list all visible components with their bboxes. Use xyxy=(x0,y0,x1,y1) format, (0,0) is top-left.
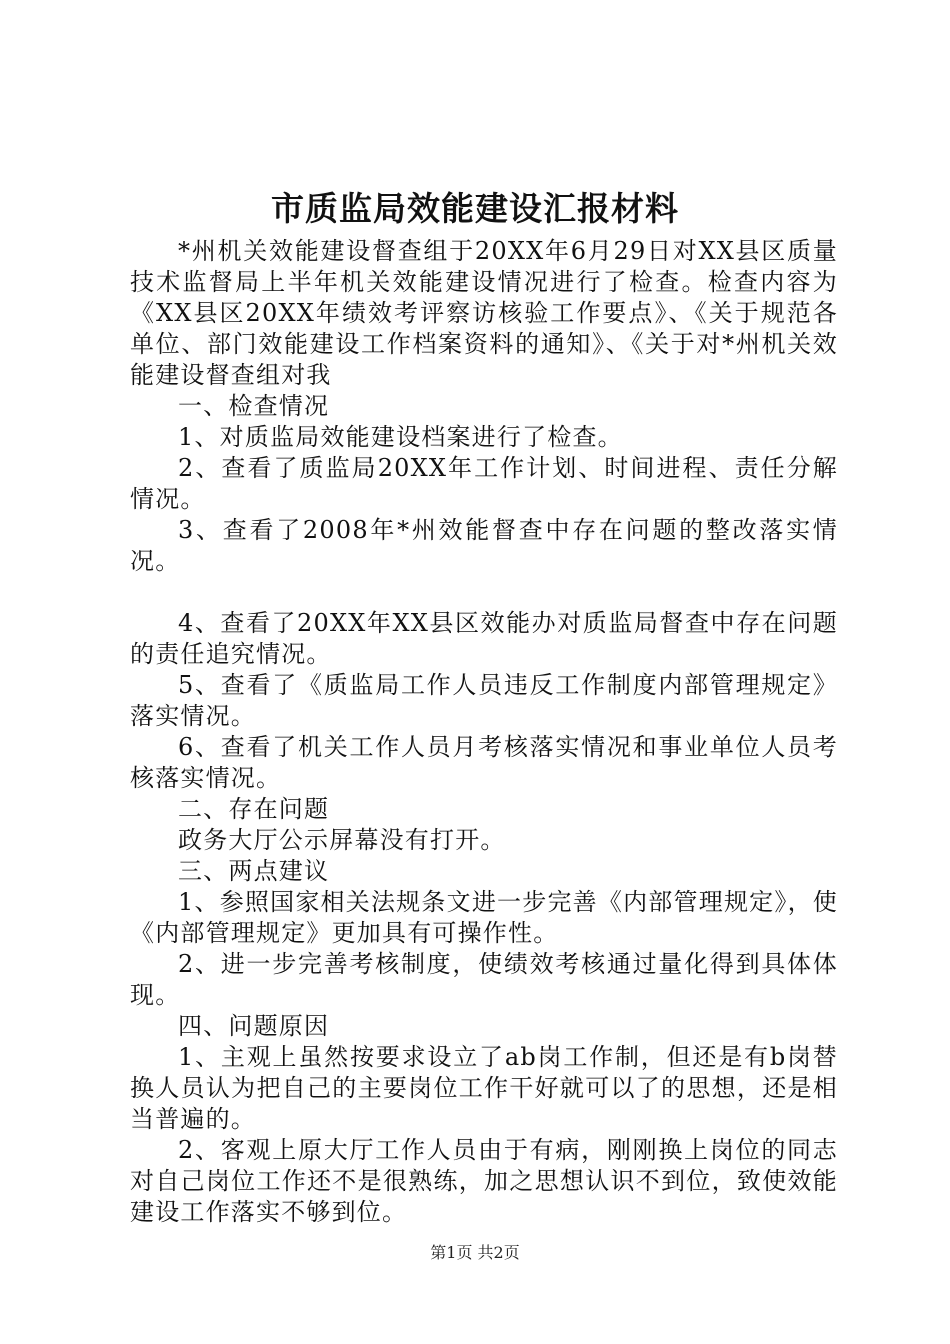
section-heading-suggestions: 三、两点建议 xyxy=(178,857,330,885)
paragraph-intro: *州机关效能建设督查组于20XX年6月29日对XX县区质量技术监督局上半年机关效能建设情况进行了检查。检查内容为《XX县区20XX年绩效考评察访核验工作要点》、《关于规范各单位、部门效能建设工作档案资料的通知》、《关于对*州机关效能建设督查组对我 xyxy=(130,237,838,389)
suggestion-item-1: 1、参照国家相关法规条文进一步完善《内部管理规定》，使《内部管理规定》更加具有可操作性。 xyxy=(130,888,838,947)
inspection-item-5: 5、查看了《质监局工作人员违反工作制度内部管理规定》落实情况。 xyxy=(130,671,838,730)
inspection-item-1: 1、对质监局效能建设档案进行了检查。 xyxy=(178,423,623,451)
blank-line xyxy=(130,577,838,608)
document-title: 市质监局效能建设汇报材料 xyxy=(271,189,679,228)
section-heading-inspection: 一、检查情况 xyxy=(178,392,330,420)
inspection-item-4: 4、查看了20XX年XX县区效能办对质监局督查中存在问题的责任追究情况。 xyxy=(130,609,838,668)
section-heading-problems: 二、存在问题 xyxy=(178,795,330,823)
cause-item-2: 2、客观上原大厅工作人员由于有病，刚刚换上岗位的同志对自己岗位工作还不是很熟练，加之思想认识不到位，致使效能建设工作落实不够到位。 xyxy=(130,1136,838,1226)
document-body xyxy=(130,236,838,1228)
page-footer: 第1页 共2页 xyxy=(430,1243,520,1262)
section-heading-causes: 四、问题原因 xyxy=(178,1012,330,1040)
cause-item-1: 1、主观上虽然按要求设立了ab岗工作制，但还是有b岗替换人员认为把自己的主要岗位工作干好就可以了的思想，还是相当普遍的。 xyxy=(130,1043,838,1133)
problem-item: 政务大厅公示屏幕没有打开。 xyxy=(178,826,506,854)
inspection-item-6: 6、查看了机关工作人员月考核落实情况和事业单位人员考核落实情况。 xyxy=(130,733,838,792)
suggestion-item-2: 2、进一步完善考核制度，使绩效考核通过量化得到具体体现。 xyxy=(130,950,838,1009)
inspection-item-2: 2、查看了质监局20XX年工作计划、时间进程、责任分解情况。 xyxy=(130,454,838,513)
inspection-item-3: 3、查看了2008年*州效能督查中存在问题的整改落实情况。 xyxy=(130,516,838,575)
